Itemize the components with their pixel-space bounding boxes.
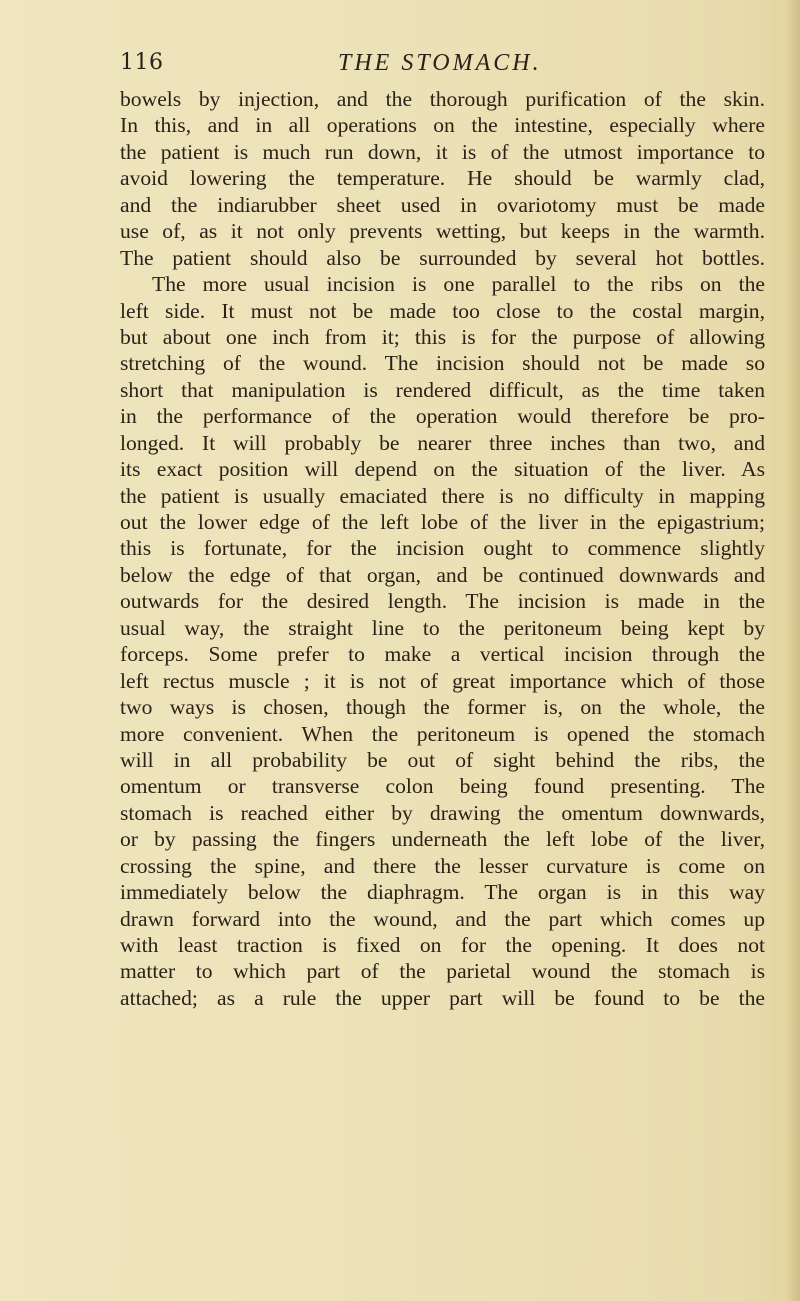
text-line: the patient is usually emaciated there is no difficulty in mapping bbox=[120, 483, 765, 508]
text-line: short that manipulation is rendered difficult, as the time taken bbox=[120, 377, 765, 402]
text-line: bowels by injection, and the thorough purification of the skin. bbox=[120, 87, 765, 111]
text-line: and the indiarubber sheet used in ovariotomy must be made bbox=[120, 192, 765, 217]
text-line: usual way, the straight line to the peritoneum being kept by bbox=[120, 615, 765, 640]
text-line: The patient should also be surrounded by several hot bottles. bbox=[120, 245, 765, 270]
text-line: with least traction is fixed on for the opening. It does not bbox=[120, 933, 765, 957]
text-line: left side. It must not be made too close to the costal margin, bbox=[120, 298, 765, 323]
text-line: the patient is much run down, it is of the utmost importance to bbox=[120, 139, 765, 164]
text-line: or by passing the fingers underneath the left lobe of the liver, bbox=[120, 827, 765, 852]
text-line: use of, as it not only prevents wetting, but keeps in the warmth. bbox=[120, 219, 765, 244]
text-line: forceps. Some prefer to make a vertical incision through the bbox=[120, 642, 765, 667]
text-line: below the edge of that organ, and be continued downwards and bbox=[120, 562, 765, 587]
page-edge-shadow bbox=[786, 0, 800, 1301]
text-line: two ways is chosen, though the former is, on the whole, the bbox=[120, 695, 765, 720]
text-line: drawn forward into the wound, and the part which comes up bbox=[120, 906, 765, 931]
text-line: stretching of the wound. The incision should not be made so bbox=[120, 351, 765, 376]
text-line: attached; as a rule the upper part will be found to be the bbox=[120, 985, 765, 1010]
text-line: more convenient. When the peritoneum is opened the stomach bbox=[120, 721, 765, 746]
text-line: The more usual incision is one parallel to the ribs on the bbox=[152, 272, 765, 297]
text-line: stomach is reached either by drawing the omentum downwards, bbox=[120, 800, 765, 825]
text-line: will in all probability be out of sight behind the ribs, the bbox=[120, 747, 765, 772]
text-line: avoid lowering the temperature. He should be warmly clad, bbox=[120, 166, 765, 191]
text-line: but about one inch from it; this is for the purpose of allowing bbox=[120, 324, 765, 349]
page-number: 116 bbox=[120, 50, 164, 75]
text-line: In this, and in all operations on the intestine, especially where bbox=[120, 113, 765, 138]
text-line: out the lower edge of the left lobe of the liver in the epigastrium; bbox=[120, 510, 765, 534]
body-text bbox=[120, 86, 765, 1011]
running-head bbox=[120, 50, 760, 84]
text-line: this is fortunate, for the incision ought to commence slightly bbox=[120, 536, 765, 561]
text-line: in the performance of the operation would therefore be pro- bbox=[120, 404, 765, 429]
text-line: matter to which part of the parietal wound the stomach is bbox=[120, 959, 765, 984]
text-line: crossing the spine, and there the lesser curvature is come on bbox=[120, 853, 765, 878]
chapter-title: THE STOMACH. bbox=[338, 50, 542, 76]
text-line: its exact position will depend on the situation of the liver. As bbox=[120, 457, 765, 482]
text-line: outwards for the desired length. The incision is made in the bbox=[120, 589, 765, 614]
text-line: longed. It will probably be nearer three inches than two, and bbox=[120, 430, 765, 455]
text-line: left rectus muscle ; it is not of great importance which of those bbox=[120, 668, 765, 693]
text-line: immediately below the diaphragm. The organ is in this way bbox=[120, 880, 765, 905]
text-line: omentum or transverse colon being found presenting. The bbox=[120, 774, 765, 799]
